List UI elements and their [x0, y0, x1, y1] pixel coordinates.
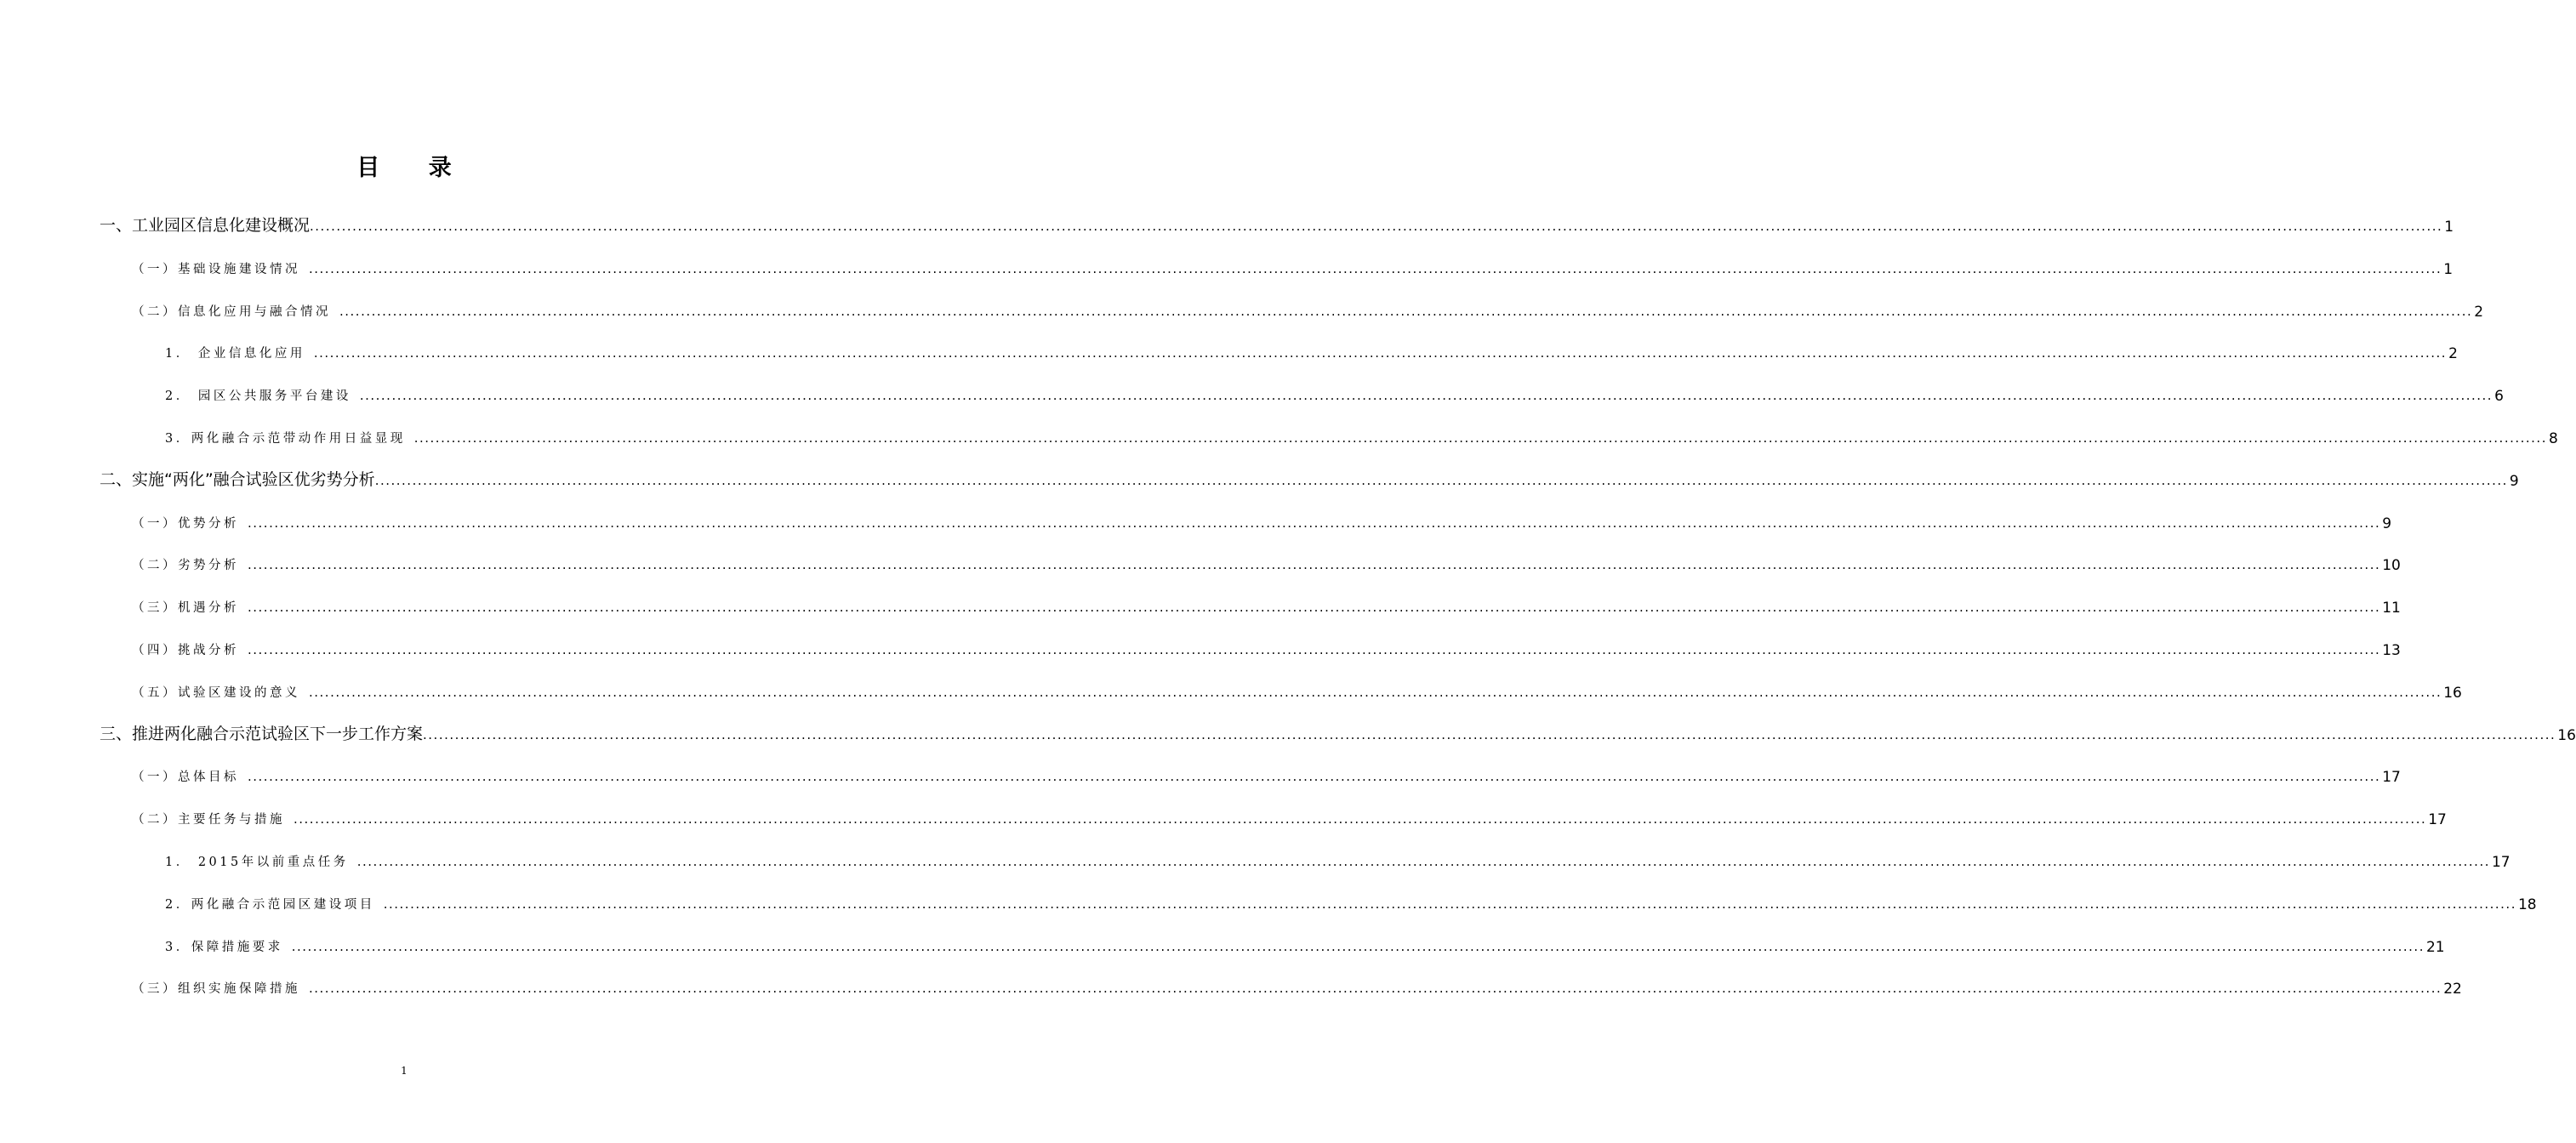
- toc-entry-page: 16: [2443, 684, 2462, 702]
- toc-entry-page: 1: [2443, 260, 2453, 278]
- toc-entry-page: 11: [2382, 600, 2401, 617]
- toc-dot-leader: ................................................................................................................................................................................................................................................................................................................................................................................................................: [294, 811, 2427, 827]
- toc-entry[interactable]: [132, 964, 2462, 998]
- toc-entry-page: 8: [2548, 430, 2558, 447]
- toc-entry[interactable]: [100, 202, 2454, 236]
- toc-entry[interactable]: [132, 668, 2462, 702]
- toc-entry-label: 2．两化融合示范园区建设项目: [165, 897, 375, 912]
- toc-entry[interactable]: [132, 583, 2401, 617]
- toc-entry[interactable]: [132, 499, 2392, 533]
- toc-entry[interactable]: [100, 457, 2519, 491]
- toc-entry-page: 6: [2494, 388, 2504, 406]
- toc-dot-leader: ................................................................................................................................................................................................................................................................................................................................................................................................................: [248, 600, 2381, 616]
- toc-dot-leader: ................................................................................................................................................................................................................................................................................................................................................................................................................: [248, 769, 2381, 785]
- toc-entry-label: （一）基础设施建设情况: [132, 262, 300, 276]
- toc-entry[interactable]: [132, 626, 2401, 660]
- toc-entry-page: 16: [2557, 726, 2576, 744]
- toc-entry-label: 二、实施“两化”融合试验区优劣势分析: [100, 469, 375, 489]
- toc-entry[interactable]: [132, 287, 2484, 321]
- toc-entry-label: （一）优势分析: [132, 516, 239, 531]
- toc-dot-leader: ................................................................................................................................................................................................................................................................................................................................................................................................................: [413, 430, 2547, 446]
- page-number: 1: [401, 1065, 407, 1077]
- toc-entry-page: 9: [2382, 515, 2392, 532]
- toc-entry-label: 3．保障措施要求: [165, 940, 283, 954]
- toc-dot-leader: ................................................................................................................................................................................................................................................................................................................................................................................................................: [309, 684, 2442, 700]
- toc-entry-label: 1． 企业信息化应用: [165, 347, 305, 361]
- toc-dot-leader: ................................................................................................................................................................................................................................................................................................................................................................................................................: [248, 642, 2381, 657]
- toc-dot-leader: ................................................................................................................................................................................................................................................................................................................................................................................................................: [356, 854, 2490, 869]
- toc-dot-leader: ................................................................................................................................................................................................................................................................................................................................................................................................................: [310, 219, 2443, 234]
- toc-dot-leader: ................................................................................................................................................................................................................................................................................................................................................................................................................: [339, 303, 2473, 319]
- toc-dot-leader: ................................................................................................................................................................................................................................................................................................................................................................................................................: [374, 472, 2508, 488]
- toc-entry[interactable]: [132, 245, 2453, 279]
- toc-title: 目 录: [356, 155, 472, 181]
- toc-entry-page: 1: [2444, 219, 2454, 236]
- toc-entry[interactable]: [132, 795, 2447, 829]
- toc-entry-page: 9: [2509, 472, 2519, 490]
- toc-entry-page: 17: [2491, 854, 2510, 871]
- toc-dot-leader: ................................................................................................................................................................................................................................................................................................................................................................................................................: [248, 557, 2381, 573]
- toc-entry[interactable]: [165, 838, 2510, 872]
- toc-entry-page: 22: [2443, 981, 2462, 998]
- toc-entry-label: 3．两化融合示范带动作用日益显现: [165, 432, 406, 446]
- toc-entry-page: 18: [2517, 896, 2537, 913]
- toc-entry-label: （三）组织实施保障措施: [132, 982, 300, 997]
- toc-entry-label: 三、推进两化融合示范试验区下一步工作方案: [100, 724, 424, 743]
- toc-entry-label: 1． 2015年以前重点任务: [165, 856, 349, 869]
- toc-entry[interactable]: [132, 753, 2401, 787]
- toc-dot-leader: ................................................................................................................................................................................................................................................................................................................................................................................................................: [383, 896, 2516, 912]
- toc-entry-page: 17: [2382, 769, 2401, 787]
- toc-entry[interactable]: [165, 880, 2537, 914]
- toc-dot-leader: ................................................................................................................................................................................................................................................................................................................................................................................................................: [313, 345, 2448, 361]
- toc-dot-leader: ................................................................................................................................................................................................................................................................................................................................................................................................................: [248, 515, 2381, 531]
- toc-entry-page: 10: [2382, 557, 2401, 575]
- toc-entry-label: （二）主要任务与措施: [132, 813, 285, 827]
- toc-entry-label: 2． 园区公共服务平台建设: [165, 390, 351, 404]
- toc-dot-leader: ................................................................................................................................................................................................................................................................................................................................................................................................................: [291, 938, 2425, 954]
- toc-entry[interactable]: [165, 923, 2445, 957]
- toc-entry[interactable]: [165, 414, 2558, 448]
- toc-entry-label: （四）挑战分析: [132, 644, 239, 657]
- toc-entry-label: （一）总体目标: [132, 771, 239, 785]
- toc-entry[interactable]: [165, 329, 2458, 363]
- toc-entry-page: 2: [2474, 303, 2484, 321]
- toc-entry-page: 17: [2428, 811, 2447, 829]
- toc-dot-leader: ................................................................................................................................................................................................................................................................................................................................................................................................................: [309, 260, 2442, 276]
- toc-entry[interactable]: [132, 541, 2401, 575]
- toc-entry-label: 一、工业园区信息化建设概况: [100, 216, 311, 235]
- toc-dot-leader: ................................................................................................................................................................................................................................................................................................................................................................................................................: [309, 981, 2442, 997]
- toc-entry-page: 13: [2382, 642, 2401, 659]
- toc-dot-leader: ................................................................................................................................................................................................................................................................................................................................................................................................................: [359, 388, 2493, 404]
- toc-entry-page: 2: [2448, 345, 2458, 363]
- toc-entry[interactable]: [100, 711, 2576, 745]
- toc-entry[interactable]: [165, 372, 2504, 406]
- toc-entry-label: （二）劣势分析: [132, 559, 239, 573]
- toc-dot-leader: ................................................................................................................................................................................................................................................................................................................................................................................................................: [423, 726, 2556, 742]
- toc-entry-label: （五）试验区建设的意义: [132, 685, 300, 700]
- toc-entry-label: （三）机遇分析: [132, 601, 239, 616]
- toc-entry-page: 21: [2425, 938, 2445, 956]
- toc-entry-label: （二）信息化应用与融合情况: [132, 304, 331, 319]
